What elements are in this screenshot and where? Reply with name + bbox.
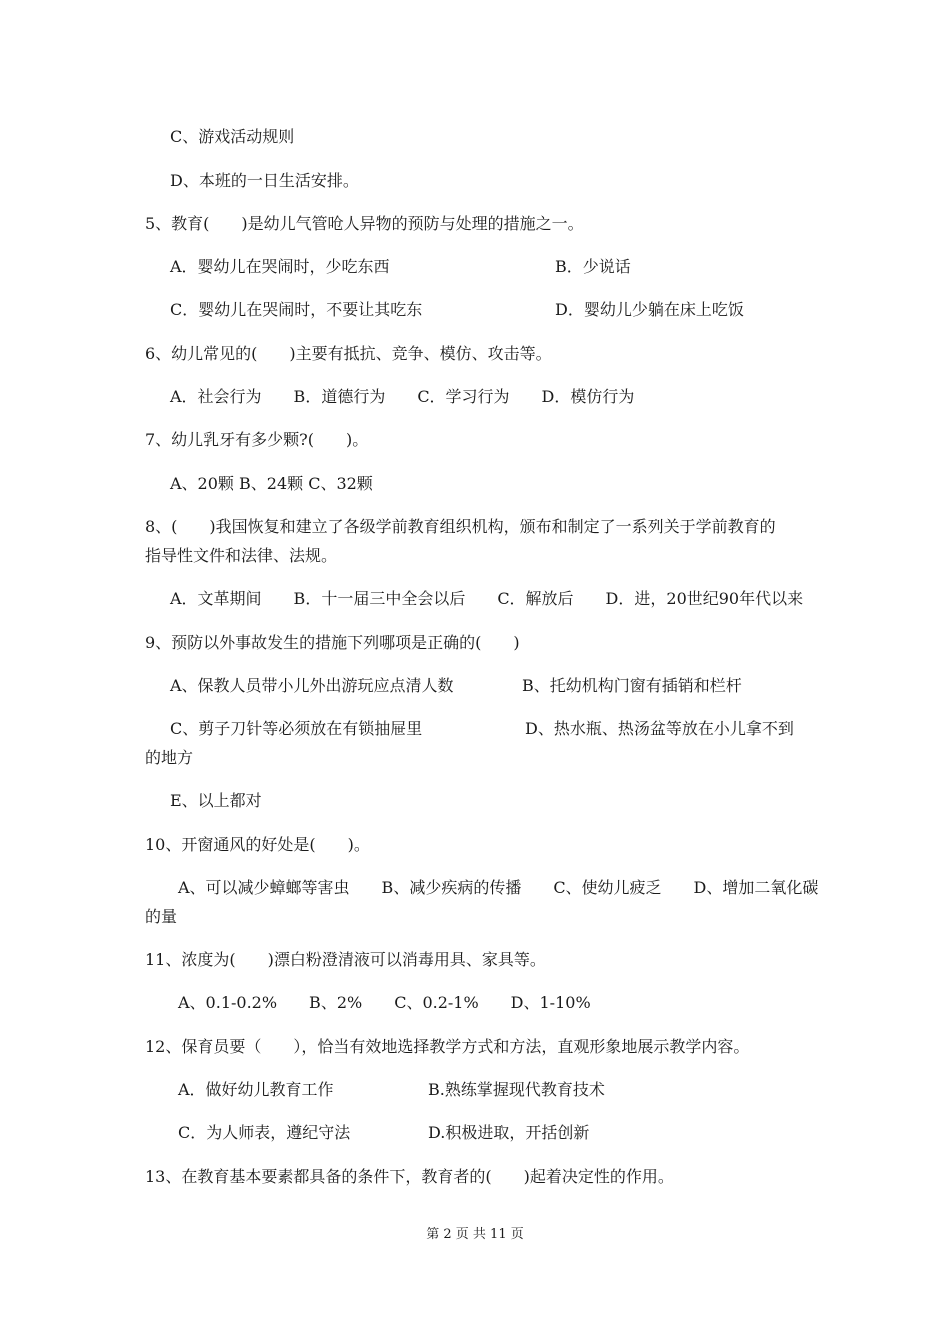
q8-options: A．文革期间 B．十一届三中全会以后 C．解放后 D．进，20世纪90年代以来 [170, 589, 804, 608]
q10-options: A、可以减少蟑螂等害虫 B、减少疾病的传播 C、使幼儿疲乏 D、增加二氧化碳 [178, 878, 819, 897]
question-12: 12、保育员要（ ），恰当有效地选择教学方式和方法，直观形象地展示教学内容。 [145, 1037, 750, 1056]
q12-option-c: C．为人师表，遵纪守法 [178, 1123, 351, 1142]
q5-option-a: A．婴幼儿在哭闹时，少吃东西 [170, 257, 390, 276]
q7-options: A、20颗 B、24颗 C、32颗 [170, 474, 373, 493]
question-8-line-2: 指导性文件和法律、法规。 [145, 546, 338, 565]
q5-option-c: C．婴幼儿在哭闹时，不要让其吃东 [170, 300, 423, 319]
q9-option-d-continued: 的地方 [145, 748, 194, 767]
question-6: 6、幼儿常见的( )主要有抵抗、竞争、模仿、攻击等。 [145, 344, 552, 363]
q10-options-continued: 的量 [145, 907, 178, 926]
q5-option-d: D．婴幼儿少躺在床上吃饭 [555, 300, 744, 319]
question-13: 13、在教育基本要素都具备的条件下，教育者的( )起着决定性的作用。 [145, 1167, 674, 1186]
q9-option-b: B、托幼机构门窗有插销和栏杆 [522, 676, 742, 695]
q11-options: A、0.1-0.2% B、2% C、0.2-1% D、1-10% [178, 993, 591, 1012]
question-9: 9、预防以外事故发生的措施下列哪项是正确的( ) [145, 633, 520, 652]
q9-option-c: C、剪子刀针等必须放在有锁抽屉里 [170, 719, 423, 738]
q5-option-b: B．少说话 [555, 257, 631, 276]
q9-option-a: A、保教人员带小儿外出游玩应点清人数 [170, 676, 454, 695]
q4-option-d: D、本班的一日生活安排。 [170, 171, 359, 190]
q12-option-b: B.熟练掌握现代教育技术 [428, 1080, 605, 1099]
question-5: 5、教育( )是幼儿气管呛人异物的预防与处理的措施之一。 [145, 214, 584, 233]
q6-options: A．社会行为 B．道德行为 C．学习行为 D．模仿行为 [170, 387, 635, 406]
q9-option-e: E、以上都对 [170, 791, 262, 810]
page-footer: 第 2 页 共 11 页 [426, 1227, 524, 1242]
question-11: 11、浓度为( )漂白粉澄清液可以消毒用具、家具等。 [145, 950, 546, 969]
q9-option-d: D、热水瓶、热汤盆等放在小儿拿不到 [525, 719, 794, 738]
q4-option-c: C、游戏活动规则 [170, 127, 295, 146]
question-8-line-1: 8、( )我国恢复和建立了各级学前教育组织机构，颁布和制定了一系列关于学前教育的 [145, 517, 776, 536]
question-10: 10、开窗通风的好处是( )。 [145, 835, 370, 854]
q12-option-d: D.积极进取，开括创新 [428, 1123, 590, 1142]
q12-option-a: A．做好幼儿教育工作 [178, 1080, 334, 1099]
question-7: 7、幼儿乳牙有多少颗?( )。 [145, 430, 369, 449]
